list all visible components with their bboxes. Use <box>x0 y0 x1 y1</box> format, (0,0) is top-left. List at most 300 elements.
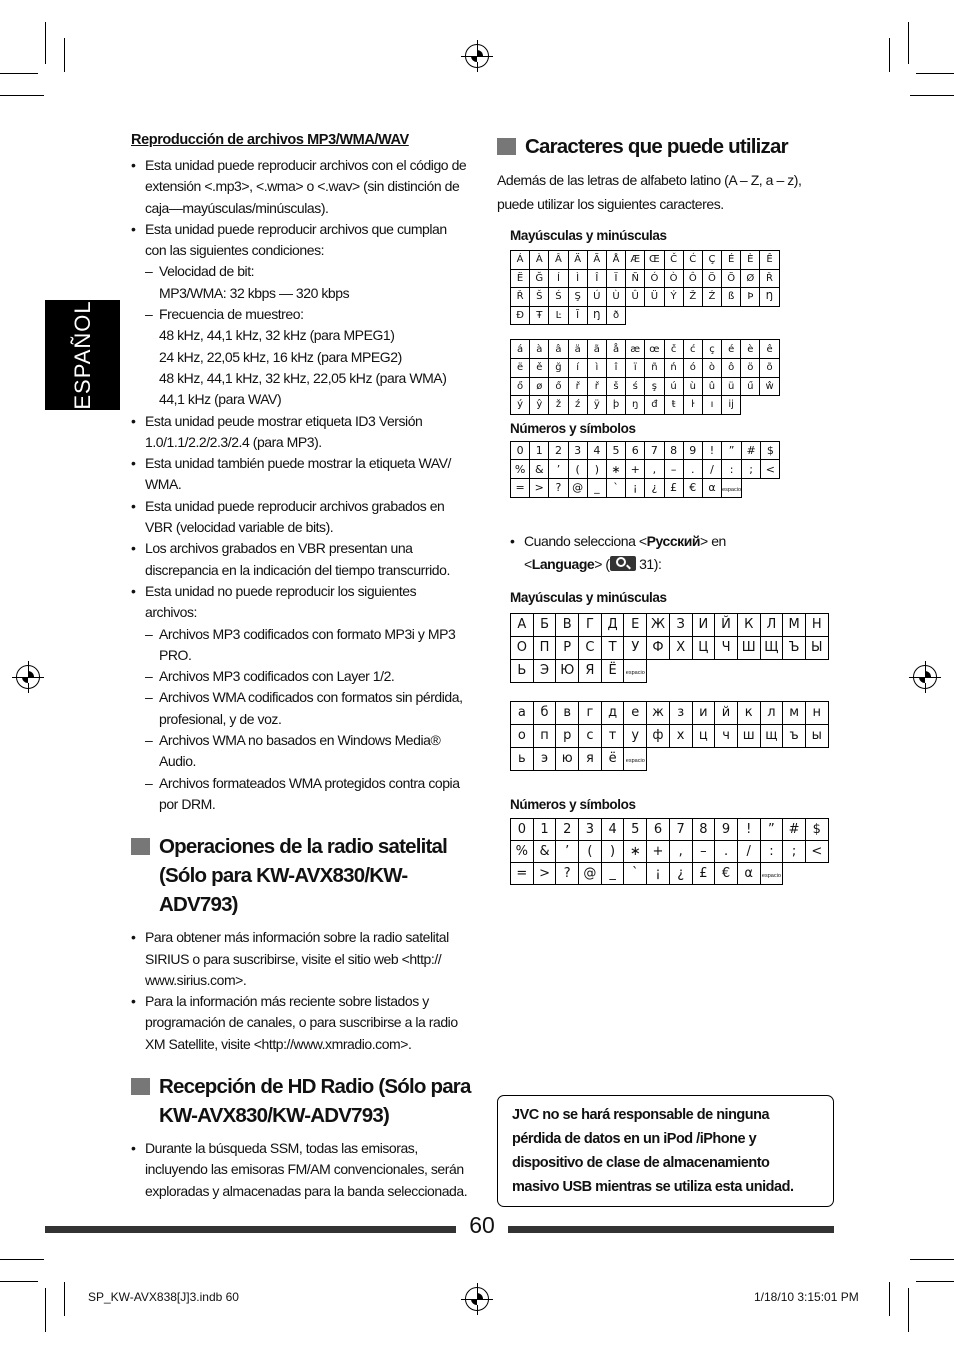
satellite-heading: Operaciones de la radio satelital (Sólo para KW-AVX830/KW-ADV793) <box>131 832 471 919</box>
registration-mark-bottom <box>465 1287 489 1311</box>
char-cell: Т <box>601 636 624 659</box>
char-cell: 9 <box>715 818 738 840</box>
char-cell: É <box>722 251 741 270</box>
char-cell: ∗ <box>624 840 647 862</box>
char-cell: 5 <box>624 818 647 840</box>
char-cell: ã <box>587 340 606 359</box>
char-cell: т <box>601 724 624 747</box>
char-cell: к <box>737 701 760 724</box>
footer-bar-left <box>45 1226 456 1233</box>
char-cell: œ <box>645 340 664 359</box>
dash-item: – Archivos WMA codificados con formatos sin pérdida, profesional, y de voz. <box>145 687 471 730</box>
char-cell: Ø <box>741 269 760 288</box>
char-cell: â <box>549 340 568 359</box>
char-cell: н <box>805 701 828 724</box>
char-cell: à <box>530 340 549 359</box>
char-cell: ) <box>587 460 606 479</box>
char-cell: Å <box>606 251 625 270</box>
char-cell: 6 <box>647 818 670 840</box>
cyrillic-symbols-grid <box>510 818 829 886</box>
char-cell: с <box>579 724 602 747</box>
char-cell: 5 <box>606 441 625 460</box>
char-cell: д <box>601 701 624 724</box>
char-cell: о <box>511 724 534 747</box>
char-cell: ê <box>760 340 779 359</box>
dash-line: MP3/WMA: 32 kbps — 320 kbps <box>159 284 350 301</box>
char-cell: & <box>530 460 549 479</box>
char-cell: . <box>683 460 702 479</box>
cyrillic-case-label: Mayúsculas y minúsculas <box>510 589 667 605</box>
char-cell: Ž <box>683 288 702 307</box>
char-cell: Č <box>664 251 683 270</box>
mp3-heading: Reproducción de archivos MP3/WMA/WAV <box>131 132 409 148</box>
char-cell: Ж <box>647 613 670 636</box>
char-cell: š <box>606 377 625 396</box>
char-cell: л <box>760 701 783 724</box>
char-cell: ¿ <box>669 863 692 885</box>
char-cell: € <box>683 478 702 497</box>
char-cell: Þ <box>741 288 760 307</box>
char-cell: Ź <box>702 288 721 307</box>
char-cell: ŷ <box>530 396 549 415</box>
char-cell: 6 <box>626 441 645 460</box>
char-cell: ц <box>692 724 715 747</box>
char-cell: ж <box>647 701 670 724</box>
char-cell: % <box>511 840 534 862</box>
dash-item: – Archivos WMA no basados en Windows Media® Audio. <box>145 730 471 773</box>
registration-mark-right <box>913 665 937 689</box>
char-cell: > <box>533 863 556 885</box>
char-cell: ъ <box>783 724 806 747</box>
char-cell: ş <box>645 377 664 396</box>
char-cell: ( <box>579 840 602 862</box>
char-cell: + <box>647 840 670 862</box>
char-cell: Ï <box>606 269 625 288</box>
char-cell: @ <box>568 478 587 497</box>
char-cell: Я <box>579 659 602 682</box>
char-cell: Ñ <box>626 269 645 288</box>
search-icon <box>610 556 636 571</box>
char-cell: á <box>511 340 530 359</box>
char-cell: ? <box>549 478 568 497</box>
char-cell: ? <box>556 863 579 885</box>
char-cell: М <box>783 613 806 636</box>
char-cell: ñ <box>645 358 664 377</box>
char-cell: Ì <box>568 269 587 288</box>
char-cell: / <box>702 460 721 479</box>
char-cell: Ф <box>647 636 670 659</box>
list-item: • Los archivos grabados en VBR presentan una discrepancia en la indicación del tiempo transcurrido. <box>131 538 471 581</box>
char-cell: ž <box>549 396 568 415</box>
char-cell: Ê <box>760 251 779 270</box>
char-cell: Û <box>626 288 645 307</box>
char-cell: З <box>669 613 692 636</box>
char-cell: ы <box>805 724 828 747</box>
char-cell: ∗ <box>606 460 625 479</box>
char-cell: = <box>511 863 534 885</box>
latin-symbols-label: Números y símbolos <box>510 420 636 436</box>
char-cell: ю <box>556 747 579 770</box>
char-cell: < <box>761 460 780 479</box>
char-cell: Í <box>549 269 568 288</box>
latin-symbols-grid <box>510 441 780 498</box>
char-cell: ч <box>715 724 738 747</box>
char-cell: ŵ <box>760 377 779 396</box>
char-cell: ŧ <box>664 396 683 415</box>
char-cell: п <box>533 724 556 747</box>
hdradio-list <box>131 1138 471 1202</box>
list-item: • Esta unidad puede reproducir archivos que cumplan con las siguientes condiciones: <box>131 219 471 262</box>
mp3-list-cont <box>131 411 471 624</box>
char-cell: ь <box>511 747 534 770</box>
char-cell: з <box>669 701 692 724</box>
char-cell: – <box>692 840 715 862</box>
space-cell: espacio <box>722 478 742 497</box>
char-cell: Ú <box>587 288 606 307</box>
char-cell: ń <box>664 358 683 377</box>
char-cell: Î <box>587 269 606 288</box>
registration-mark-left <box>16 665 40 689</box>
char-cell: Ц <box>692 636 715 659</box>
char-cell: Ã <box>587 251 606 270</box>
char-cell: б <box>533 701 556 724</box>
char-cell: ù <box>683 377 702 396</box>
dash-item: – Archivos MP3 codificados con Layer 1/2. <box>145 666 471 687</box>
char-cell: : <box>722 460 742 479</box>
char-cell: Л <box>760 613 783 636</box>
char-cell: õ <box>760 358 779 377</box>
char-cell: Ù <box>606 288 625 307</box>
char-cell: Á <box>511 251 530 270</box>
char-cell: 2 <box>556 818 579 840</box>
char-cell: Ы <box>805 636 828 659</box>
char-cell: þ <box>606 396 625 415</box>
list-item: • Esta unidad puede reproducir archivos grabados en VBR (velocidad variable de bits). <box>131 496 471 539</box>
list-item: • Esta unidad puede reproducir archivos con el código de extensión <.mp3>, <.wma> o <.wav> (sin distinción de caja—mayúsculas/minúsculas). <box>131 155 471 219</box>
char-cell: 0 <box>511 818 534 840</box>
char-cell: щ <box>760 724 783 747</box>
char-cell: Ë <box>511 269 530 288</box>
char-cell: , <box>645 460 664 479</box>
cyrillic-symbols-label: Números y símbolos <box>510 796 636 812</box>
cyrillic-lower-grid <box>510 701 829 771</box>
char-cell: я <box>579 747 602 770</box>
char-cell: ô <box>722 358 741 377</box>
char-cell: é <box>722 340 741 359</box>
char-cell: ő <box>511 377 530 396</box>
char-cell: 3 <box>568 441 587 460</box>
char-cell: Б <box>533 613 556 636</box>
footer-file: SP_KW-AVX838[J]3.indb 60 <box>88 1290 239 1304</box>
char-cell: Æ <box>626 251 645 270</box>
char-cell: # <box>742 441 761 460</box>
char-cell: , <box>669 840 692 862</box>
char-cell: Ĩ <box>568 306 587 325</box>
char-cell: è <box>741 340 760 359</box>
char-cell: й <box>715 701 738 724</box>
dash-line: 24 kHz, 22,05 kHz, 16 kHz (para MPEG2) <box>159 348 402 365</box>
char-cell: Ä <box>568 251 587 270</box>
char-cell: ; <box>783 840 806 862</box>
char-cell: Ý <box>664 288 683 307</box>
char-cell: Ю <box>556 659 579 682</box>
char-cell: Ш <box>737 636 760 659</box>
char-cell: ś <box>626 377 645 396</box>
char-cell: ; <box>742 460 761 479</box>
char-cell: Й <box>715 613 738 636</box>
language-tab: ESPAÑOL <box>45 300 120 410</box>
char-cell: 9 <box>683 441 702 460</box>
space-cell: espacio <box>760 863 783 885</box>
char-cell: € <box>715 863 738 885</box>
char-cell: ı <box>702 396 721 415</box>
char-cell: Ś <box>549 288 568 307</box>
char-cell: _ <box>601 863 624 885</box>
char-cell: ý <box>511 396 530 415</box>
char-cell: + <box>626 460 645 479</box>
char-cell: / <box>737 840 760 862</box>
char-cell: $ <box>805 818 828 840</box>
char-cell: А <box>511 613 534 636</box>
char-cell: Ü <box>645 288 664 307</box>
char-cell: В <box>556 613 579 636</box>
char-cell: æ <box>626 340 645 359</box>
char-cell: ё <box>601 747 624 770</box>
char-cell: Ŧ <box>530 306 549 325</box>
char-cell: ( <box>568 460 587 479</box>
dash-line: 48 kHz, 44,1 kHz, 32 kHz (para MPEG1) <box>159 327 395 344</box>
char-cell: е <box>624 701 647 724</box>
char-cell: ő <box>549 377 568 396</box>
space-cell: espacio <box>624 747 647 770</box>
char-cell: ć <box>683 340 702 359</box>
russian-note: • Cuando selecciona <Русский> en <Language> ( 31): <box>510 532 726 572</box>
char-cell: П <box>533 636 556 659</box>
char-cell: Đ <box>511 306 530 325</box>
char-cell: î <box>606 358 625 377</box>
dash-line: 44,1 kHz (para WAV) <box>159 391 282 408</box>
char-cell: х <box>669 724 692 747</box>
char-cell: ¿ <box>645 478 664 497</box>
char-cell: г <box>579 701 602 724</box>
list-item: • Esta unidad peude mostrar etiqueta ID3 Versión 1.0/1.1/2.2/2.3/2.4 (para MP3). <box>131 411 471 454</box>
char-cell: @ <box>579 863 602 885</box>
char-cell: 0 <box>511 441 530 460</box>
char-cell: Ч <box>715 636 738 659</box>
char-cell: Õ <box>722 269 741 288</box>
char-cell: . <box>715 840 738 862</box>
char-cell: À <box>530 251 549 270</box>
char-cell: ř <box>587 377 606 396</box>
char-cell: у <box>624 724 647 747</box>
char-cell: ç <box>702 340 721 359</box>
right-column <box>497 132 837 885</box>
char-cell: Г <box>579 613 602 636</box>
char-cell: đ <box>645 396 664 415</box>
char-cell: У <box>624 636 647 659</box>
mp3-list <box>131 155 471 261</box>
char-cell: Ř <box>511 288 530 307</box>
char-cell: ò <box>702 358 721 377</box>
char-cell: : <box>760 840 783 862</box>
char-cell: ` <box>624 863 647 885</box>
char-cell: Ŋ <box>760 288 779 307</box>
char-cell: û <box>702 377 721 396</box>
char-cell: ¡ <box>647 863 670 885</box>
char-cell: £ <box>664 478 683 497</box>
char-cell: = <box>511 478 530 497</box>
list-item: • Esta unidad no puede reproducir los siguientes archivos: <box>131 581 471 624</box>
dash-item: – Velocidad de bit: <box>145 261 471 282</box>
char-cell: Е <box>624 613 647 636</box>
char-cell: í <box>568 358 587 377</box>
cyrillic-upper-grid <box>510 613 829 683</box>
char-cell: ŋ <box>626 396 645 415</box>
char-cell: Ş <box>568 288 587 307</box>
registration-mark-top <box>465 44 489 68</box>
char-cell: ó <box>683 358 702 377</box>
char-cell: – <box>664 460 683 479</box>
char-cell: ` <box>606 478 625 497</box>
char-cell: Š <box>530 288 549 307</box>
char-cell: ö <box>741 358 760 377</box>
char-cell: Ô <box>683 269 702 288</box>
char-cell: э <box>533 747 556 770</box>
char-cell: ш <box>737 724 760 747</box>
char-cell: ’ <box>556 840 579 862</box>
char-cell: _ <box>587 478 606 497</box>
latin-lower-grid <box>510 339 780 414</box>
latin-upper-grid <box>510 250 780 325</box>
char-cell: а <box>511 701 534 724</box>
char-cell: Ё <box>601 659 624 682</box>
char-cell: ë <box>511 358 530 377</box>
char-cell: р <box>556 724 579 747</box>
char-cell: Â <box>549 251 568 270</box>
char-cell: 8 <box>692 818 715 840</box>
footer-bar-right <box>508 1226 834 1233</box>
char-cell: ß <box>722 288 741 307</box>
char-cell: Ć <box>683 251 702 270</box>
char-cell: ä <box>568 340 587 359</box>
char-cell: И <box>692 613 715 636</box>
char-cell: ø <box>530 377 549 396</box>
char-cell: 4 <box>587 441 606 460</box>
char-cell: £ <box>692 863 715 885</box>
char-cell: ü <box>722 377 741 396</box>
characters-intro: Además de las letras de alfabeto latino (A – Z, a – z), puede utilizar los siguientes caracteres. <box>497 172 802 212</box>
char-cell: ű <box>741 377 760 396</box>
char-cell: ! <box>737 818 760 840</box>
char-cell: 3 <box>579 818 602 840</box>
char-cell: Œ <box>645 251 664 270</box>
char-cell: 4 <box>601 818 624 840</box>
dash-item: – Archivos formateados WMA protegidos contra copia por DRM. <box>145 773 471 816</box>
char-cell: К <box>737 613 760 636</box>
page-number: 60 <box>469 1212 495 1238</box>
char-cell: Ь <box>511 659 534 682</box>
char-cell: # <box>783 818 806 840</box>
char-cell: 1 <box>530 441 549 460</box>
char-cell: 7 <box>645 441 664 460</box>
char-cell: < <box>805 840 828 862</box>
dash-item: – Archivos MP3 codificados con formato MP3i y MP3 PRO. <box>145 624 471 667</box>
char-cell: ì <box>587 358 606 377</box>
char-cell: ĳ <box>722 396 741 415</box>
char-cell: č <box>664 340 683 359</box>
char-cell: ф <box>647 724 670 747</box>
char-cell: α <box>737 863 760 885</box>
char-cell: Н <box>805 613 828 636</box>
char-cell: ’ <box>549 460 568 479</box>
char-cell: Ò <box>664 269 683 288</box>
list-item: • Para la información más reciente sobre listados y programación de canales, o para suscribirse a la radio XM Satellite, visite <http://www.xmradio.com>. <box>131 991 471 1055</box>
char-cell: ” <box>760 818 783 840</box>
char-cell: & <box>533 840 556 862</box>
left-column <box>131 132 471 1202</box>
char-cell: Д <box>601 613 624 636</box>
char-cell: % <box>511 460 530 479</box>
char-cell: Х <box>669 636 692 659</box>
char-cell: м <box>783 701 806 724</box>
satellite-list <box>131 927 471 1055</box>
space-cell: espacio <box>624 659 647 682</box>
latin-case-label: Mayúsculas y minúsculas <box>510 228 667 243</box>
list-item: • Esta unidad también puede mostrar la etiqueta WAV/ WMA. <box>131 453 471 496</box>
char-cell: 2 <box>549 441 568 460</box>
footer-date: 1/18/10 3:15:01 PM <box>754 1290 859 1304</box>
char-cell: Ç <box>702 251 721 270</box>
char-cell: Ğ <box>530 269 549 288</box>
char-cell: С <box>579 636 602 659</box>
char-cell: α <box>702 478 721 497</box>
char-cell: Р <box>556 636 579 659</box>
char-cell: 7 <box>669 818 692 840</box>
char-cell: Ö <box>702 269 721 288</box>
list-item: • Durante la búsqueda SSM, todas las emisoras, incluyendo las emisoras FM/AM convencionales, serán exploradas y almacenadas para la banda seleccionada. <box>131 1138 471 1202</box>
char-cell: Щ <box>760 636 783 659</box>
char-cell: Ŀ <box>549 306 568 325</box>
disclaimer-note: JVC no se hará responsable de ninguna pérdida de datos en un iPod /iPhone y dispositivo de clase de almacenamiento masivo USB mientras se utiliza esta unidad. <box>497 1095 834 1207</box>
char-cell: ” <box>722 441 742 460</box>
char-cell: ú <box>664 377 683 396</box>
hdradio-heading: Recepción de HD Radio (Sólo para KW-AVX830/KW-ADV793) <box>131 1072 471 1130</box>
char-cell: Ъ <box>783 636 806 659</box>
char-cell: Ó <box>645 269 664 288</box>
dash-line: 48 kHz, 44,1 kHz, 32 kHz, 22,05 kHz (para WMA) <box>159 369 447 386</box>
characters-heading: Caracteres que puede utilizar <box>497 132 837 161</box>
char-cell: ð <box>606 306 625 325</box>
char-cell: ŀ <box>683 396 702 415</box>
char-cell: 8 <box>664 441 683 460</box>
char-cell: ¡ <box>626 478 645 497</box>
char-cell: Ŋ <box>587 306 606 325</box>
char-cell: ź <box>568 396 587 415</box>
char-cell: ) <box>601 840 624 862</box>
char-cell: ğ <box>549 358 568 377</box>
char-cell: Ř <box>760 269 779 288</box>
char-cell: ! <box>702 441 721 460</box>
char-cell: О <box>511 636 534 659</box>
char-cell: $ <box>761 441 780 460</box>
char-cell: ÿ <box>587 396 606 415</box>
char-cell: > <box>530 478 549 497</box>
char-cell: ě <box>530 358 549 377</box>
char-cell: È <box>741 251 760 270</box>
char-cell: 1 <box>533 818 556 840</box>
char-cell: ï <box>626 358 645 377</box>
char-cell: Э <box>533 659 556 682</box>
